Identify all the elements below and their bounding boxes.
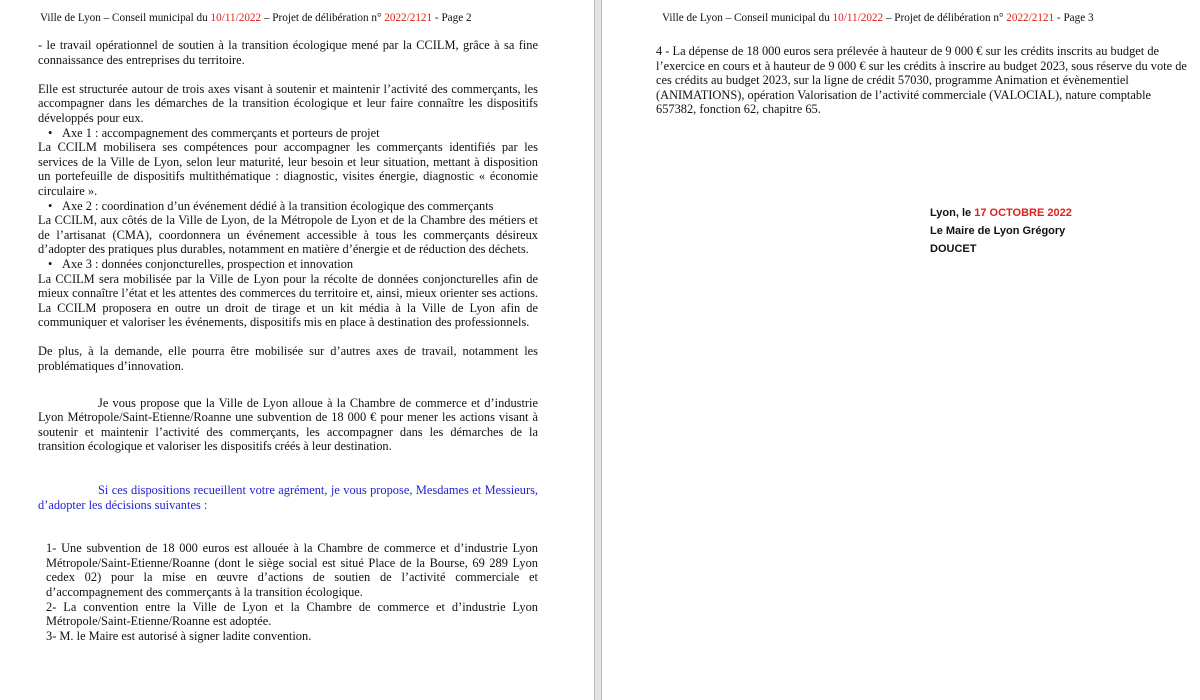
paragraph-agrement: Si ces dispositions recueillent votre agrément, je vous propose, Mesdames et Messieurs, d’adopter les décisions suivantes :	[38, 483, 538, 512]
header-city: Ville de Lyon – Conseil municipal du	[40, 12, 211, 24]
header-page: - Page 3	[1054, 12, 1094, 24]
axe-1-title-text: Axe 1 : accompagnement des commerçants et porteurs de projet	[62, 125, 380, 140]
signature-block	[930, 204, 1072, 258]
decision-2: 2- La convention entre la Ville de Lyon et la Chambre de commerce et d’industrie Lyon Métropole/Saint-Etienne/Roanne est adoptée.	[46, 599, 538, 629]
paragraph-structure: Elle est structurée autour de trois axes visant à soutenir et maintenir l’activité des commerçants, les accompagner dans les démarches de la transition écologique et leur faire connaître les dispositifs développés pour eux.	[38, 81, 538, 125]
page-body	[656, 44, 1190, 117]
header-page: - Page 2	[432, 12, 472, 24]
paragraph-proposal: Je vous propose que la Ville de Lyon alloue à la Chambre de commerce et d’industrie Lyon Métropole/Saint-Etienne/Roanne une subvention de 18 000 € pour mener les actions visant à soutenir et maintenir l’activité des commerçants, les accompagner dans les démarches de la transition écologique et valoriser les dispositifs créés à leur destination.	[38, 395, 538, 454]
decision-3: 3- M. le Maire est autorisé à signer ladite convention.	[46, 628, 312, 643]
bullet-icon: •	[48, 198, 53, 213]
axe-1-title	[38, 126, 538, 141]
axe-2-text: La CCILM, aux côtés de la Ville de Lyon, de la Métropole de Lyon et de la Chambre des métiers et de l’artisanat (CMA), coordonnera un événement accessible à tous les commerçants désireux d’adopter des pratiques plus durables, notamment en matière d’énergie et de réduction des déchets.	[38, 213, 538, 257]
header-number: 2022/2121	[384, 12, 433, 24]
header-number: 2022/2121	[1006, 12, 1055, 24]
signature-title: Le Maire de Lyon Grégory	[930, 225, 1066, 237]
bullet-icon: •	[48, 125, 53, 140]
page-divider	[594, 0, 602, 700]
signature-place-date	[930, 204, 1072, 222]
axe-3-title	[38, 257, 538, 272]
paragraph-de-plus: De plus, à la demande, elle pourra être mobilisée sur d’autres axes de travail, notamment les problématiques d’innovation.	[38, 344, 538, 374]
paragraph-ccilm-role: - le travail opérationnel de soutien à la transition écologique mené par la CCILM, grâce à sa fine connaissance des entreprises du territoire.	[38, 38, 538, 67]
header-date: 10/11/2022	[832, 12, 884, 24]
axe-1-text: La CCILM mobilisera ses compétences pour accompagner les commerçants identifiés par les services de la Ville de Lyon, selon leur maturité, leur besoin et leur situation, mettant à disposition un portefeuille de dispositifs multithématique : diagnostic, visites énergie, diagnostic « économie circulaire ».	[38, 140, 538, 198]
header-city: Ville de Lyon – Conseil municipal du	[662, 12, 833, 24]
header-mid: – Projet de délibération n°	[261, 12, 385, 24]
decision-1: 1- Une subvention de 18 000 euros est allouée à la Chambre de commerce et d’industrie Lyon Métropole/Saint-Etienne/Roanne (dont le siège social est situé Place de la Bourse, 69 289 Lyon cedex 02) pour la mise en œuvre d’actions de soutien de l’activité commerciale et d’accompagnement des commerçants à la transition écologique.	[46, 541, 538, 599]
axe-2-title-text: Axe 2 : coordination d’un événement dédié à la transition écologique des commerçants	[62, 198, 494, 213]
page-header	[40, 12, 472, 24]
page-body	[38, 38, 538, 643]
axe-3-title-text: Axe 3 : données conjoncturelles, prospection et innovation	[62, 256, 354, 271]
page-header	[662, 12, 1094, 24]
decision-4: 4 - La dépense de 18 000 euros sera prélevée à hauteur de 9 000 € sur les crédits inscrits au budget de l’exercice en cours et à hauteur de 9 000 € sur les crédits à inscrire au budget 2023, sous réserve du vote de ces crédits au budget 2023, sur la ligne de crédit 57030, programme Animation et évènementiel (ANIMATIONS), opération Valorisation de l’activité commerciale (VALOCIAL), nature comptable 657382, fonction 62, chapitre 65.	[656, 44, 1187, 117]
document-page-2	[0, 0, 594, 700]
header-date: 10/11/2022	[210, 12, 262, 24]
header-mid: – Projet de délibération n°	[883, 12, 1007, 24]
document-page-3	[602, 0, 1200, 700]
signature-place: Lyon, le	[930, 207, 975, 219]
signature-name: DOUCET	[930, 243, 977, 255]
bullet-icon: •	[48, 256, 53, 271]
signature-date: 17 OCTOBRE 2022	[974, 207, 1072, 219]
axe-3-text: La CCILM sera mobilisée par la Ville de Lyon pour la récolte de données conjoncturelles afin de mieux connaître l’état et les attentes des commerces du territoire et, ainsi, mieux orienter ses actions. La CCILM proposera en outre un droit de tirage et un kit média à la Ville de Lyon afin de communiquer et valoriser les événements, dispositifs mis en place à destination des professionnels.	[38, 271, 538, 330]
axe-2-title	[38, 199, 538, 214]
